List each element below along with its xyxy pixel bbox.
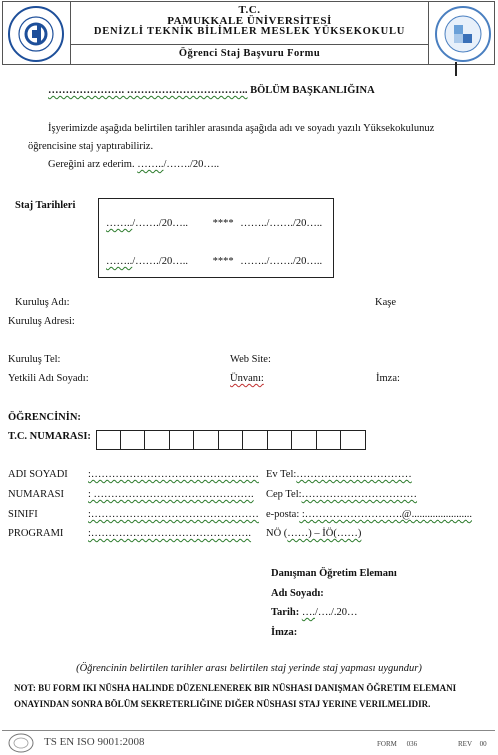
row1-separator: **** (212, 218, 234, 229)
stamp-label: Kaşe (375, 297, 396, 308)
tse-seal-icon (8, 733, 34, 753)
student-field-right-label-text: e-posta: (266, 509, 300, 520)
tc-digit-box[interactable] (219, 430, 244, 450)
student-field-right-label (266, 528, 361, 539)
header-line-school: DENİZLİ TEKNİK BİLİMLER MESLEK YÜKSEKOKULU (93, 26, 406, 37)
authorized-name-label: Yetkili Adı Soyadı: (8, 373, 89, 384)
approval-note: (Öğrencinin belirtilen tarihler arası belirtilen staj yerinde staj yapması uygundur) (76, 663, 422, 674)
footer-divider (2, 730, 495, 731)
student-field-right-label (266, 489, 417, 500)
note-line-2: ONAYINDAN SONRA BÖLÜM SEKRETERLIĞINE DIĞER NÜSHASI STAJ YERINE VERILMELIDIR. (14, 699, 431, 709)
footer-rev-label: REV (458, 740, 472, 748)
advisor-date-rest: /…./.20… (314, 607, 358, 618)
tc-digit-box[interactable] (121, 430, 146, 450)
footer-form-label: FORM (377, 740, 397, 748)
university-logo-icon (434, 5, 492, 63)
student-field-right-value: …………………………… (301, 489, 418, 500)
school-logo-icon (7, 5, 65, 63)
student-field-right-label-text: Cep Tel: (266, 489, 302, 500)
row2-end: ……../……./20….. (240, 256, 323, 267)
iso-standard: TS EN ISO 9001:2008 (44, 736, 145, 748)
student-section-title: ÖĞRENCİNİN: (8, 412, 81, 423)
tc-digit-box[interactable] (96, 430, 121, 450)
footer-rev-no: 00 (479, 740, 487, 748)
row2-start-day: …….. (106, 256, 133, 267)
student-field-right-label-text: NÖ ( (266, 528, 288, 539)
header-line-university: PAMUKKALE ÜNİVERSİTESİ (167, 15, 332, 27)
row1-start-day: …….. (106, 218, 133, 229)
tc-digit-box[interactable] (243, 430, 268, 450)
header-divider (71, 44, 428, 45)
request-prefix: Gereğini arz ederim. (48, 159, 135, 170)
addressee-dots: …………………. …………………………….. (48, 85, 248, 96)
student-field-label: NUMARASI (8, 489, 65, 500)
company-name-label: Kuruluş Adı: (15, 297, 70, 308)
tc-number-boxes (96, 430, 366, 450)
tc-digit-box[interactable] (341, 430, 366, 450)
student-field-label: PROGRAMI (8, 528, 64, 539)
tc-digit-box[interactable] (292, 430, 317, 450)
student-field-label: ADI SOYADI (8, 469, 68, 480)
addressee-line (48, 85, 375, 96)
student-field-right-value: …………………………… (296, 469, 412, 480)
student-field-right-value: :……………………….@....................... (299, 509, 472, 520)
student-field-value: :………………………………………… (88, 509, 259, 520)
body-paragraph-line1: İşyerimizde aşağıda belirtilen tarihler arasında aşağıda adı ve soyadı yazılı Yüksekokulunuz (48, 123, 435, 134)
request-line (48, 159, 219, 170)
student-field-value: :………………………………………… (88, 469, 259, 480)
row1-start-rest: /……./20….. (132, 218, 188, 229)
tc-digit-box[interactable] (170, 430, 195, 450)
student-field-right-label-text: Ev Tel: (266, 469, 297, 480)
student-field-value: : ………………………………………. (88, 489, 254, 500)
header-line-tc: T.C. (238, 4, 261, 16)
student-field-value: :………………………………………. (88, 528, 252, 539)
advisor-signature-label: İmza: (271, 627, 298, 638)
footer-form (377, 740, 417, 748)
tc-digit-box[interactable] (145, 430, 170, 450)
internship-row-2 (106, 256, 322, 267)
addressee-title: BÖLÜM BAŞKANLIĞINA (250, 85, 375, 96)
internship-dates-label: Staj Tarihleri (15, 200, 76, 211)
advisor-title: Danışman Öğretim Elemanı (271, 568, 397, 579)
form-title: Öğrenci Staj Başvuru Formu (178, 48, 321, 59)
tc-number-label: T.C. NUMARASI: (8, 431, 91, 442)
row2-separator: **** (212, 256, 234, 267)
tc-digit-box[interactable] (268, 430, 293, 450)
student-field-right-label (266, 469, 412, 480)
tc-digit-box[interactable] (194, 430, 219, 450)
advisor-date-value: …. (301, 607, 315, 618)
request-date-day: …….. (137, 159, 164, 170)
row2-start-rest: /……./20….. (132, 256, 188, 267)
row1-end: ……../……./20….. (240, 218, 323, 229)
internship-row-1 (106, 218, 322, 229)
footer-rev (458, 740, 487, 748)
body-paragraph-line2: öğrencisine staj yaptırabiliriz. (28, 141, 154, 152)
website-label: Web Site: (230, 354, 271, 365)
header-title-block (70, 2, 429, 64)
company-address-label: Kuruluş Adresi: (8, 316, 75, 327)
advisor-date-line (271, 607, 358, 618)
authorized-title-label: Ünvanı: (230, 373, 264, 384)
company-signature-label: İmza: (376, 373, 400, 384)
advisor-date-label: Tarih: (271, 607, 300, 618)
company-phone-label: Kuruluş Tel: (8, 354, 61, 365)
document-header (2, 1, 495, 65)
student-field-right-value: ……) – İÖ(……) (287, 528, 362, 539)
footer-form-no: 036 (406, 740, 418, 748)
request-date-rest: /……./20….. (163, 159, 220, 170)
advisor-name-label: Adı Soyadı: (271, 588, 324, 599)
tc-digit-box[interactable] (317, 430, 342, 450)
text-cursor (455, 62, 457, 76)
note-line-1: NOT: BU FORM IKI NÜSHA HALINDE DÜZENLENEREK BIR NÜSHASI DANIŞMAN ÖĞRETIM ELEMANI (14, 683, 457, 693)
student-field-label: SINIFI (8, 509, 38, 520)
student-field-right-label (266, 509, 472, 520)
